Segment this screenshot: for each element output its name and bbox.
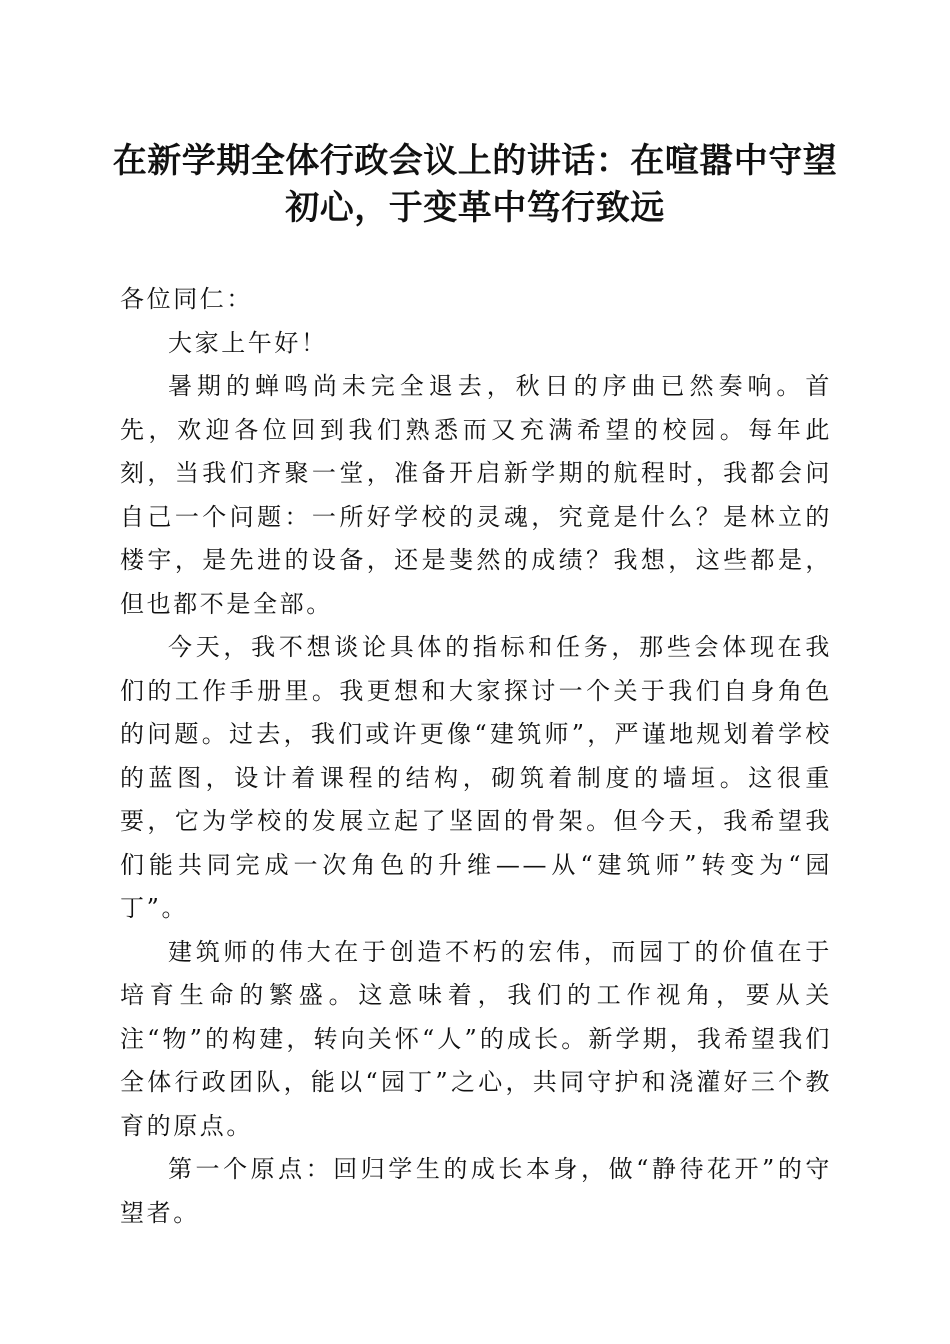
salutation: 各位同仁： bbox=[120, 285, 253, 313]
paragraph-first-point: 第一个原点：回归学生的成长本身，做“静待花开”的守望者。 bbox=[120, 1155, 832, 1227]
document-body bbox=[120, 278, 832, 1235]
paragraph-greeting: 大家上午好！ bbox=[168, 328, 328, 357]
paragraph-gardener: 建筑师的伟大在于创造不朽的宏伟，而园丁的价值在于培育生命的繁盛。这意味着，我们的工作视角，要从关注“物”的构建，转向关怀“人”的成长。新学期，我希望我们全体行政团队，能以“园丁”之心，共同守护和浇灌好三个教育的原点。 bbox=[120, 937, 832, 1140]
paragraph-role: 今天，我不想谈论具体的指标和任务，那些会体现在我们的工作手册里。我更想和大家探讨一个关于我们自身角色的问题。过去，我们或许更像“建筑师”，严谨地规划着学校的蓝图，设计着课程的结构，砌筑着制度的墙垣。这很重要，它为学校的发展立起了坚固的骨架。但今天，我希望我们能共同完成一次角色的升维——从“建筑师”转变为“园丁”。 bbox=[120, 633, 832, 922]
document-title: 在新学期全体行政会议上的讲话：在喧嚣中守望初心，于变革中笃行致远 bbox=[112, 141, 838, 228]
paragraph-opening: 暑期的蝉鸣尚未完全退去，秋日的序曲已然奏响。首先，欢迎各位回到我们熟悉而又充满希望的校园。每年此刻，当我们齐聚一堂，准备开启新学期的航程时，我都会问自己一个问题：一所好学校的灵魂，究竟是什么？是林立的楼宇，是先进的设备，还是斐然的成绩？我想，这些都是，但也都不是全部。 bbox=[120, 372, 832, 618]
